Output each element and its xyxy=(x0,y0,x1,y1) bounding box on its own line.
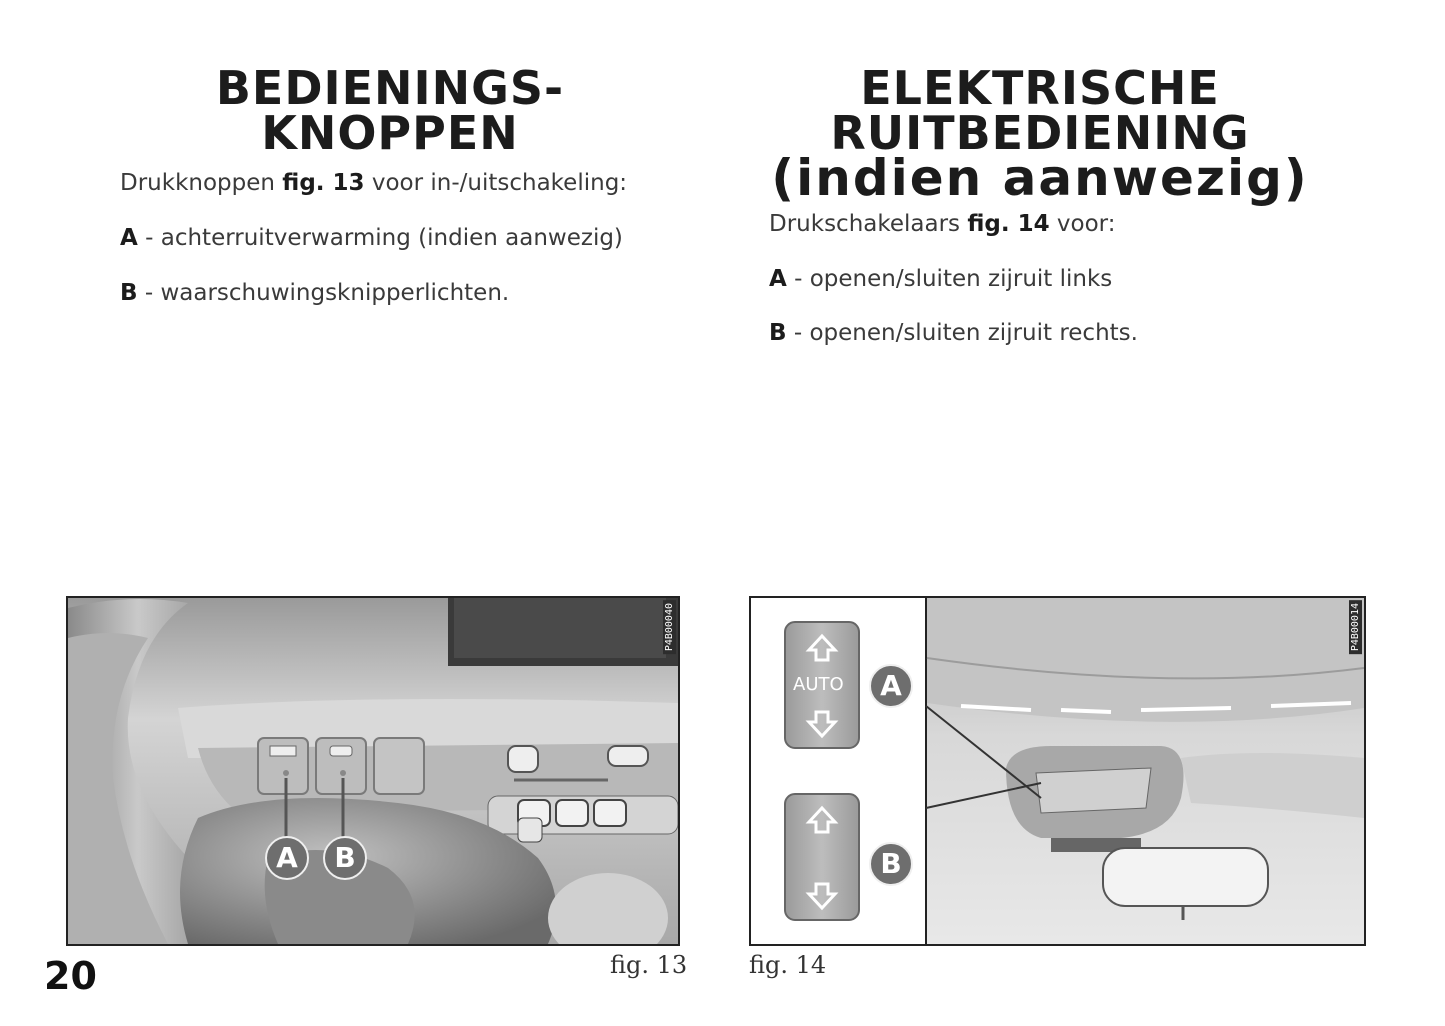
callout-b: B xyxy=(869,842,913,886)
heading-line: ELEKTRISCHE xyxy=(860,61,1220,115)
figure-13-dashboard-buttons xyxy=(66,596,680,946)
heading-bedieningsknoppen xyxy=(120,61,660,160)
item-key: B xyxy=(769,320,787,346)
intro-text: Drukknoppen xyxy=(120,170,283,196)
intro-paragraph-left xyxy=(120,170,627,196)
figure-reference: fig. 14 xyxy=(967,211,1050,237)
figure-14-window-switches xyxy=(749,596,1366,946)
callout-b: B xyxy=(323,836,367,880)
figure-caption-13: fig. 13 xyxy=(610,951,688,979)
list-item xyxy=(769,266,1112,292)
intro-text: Drukschakelaars xyxy=(769,211,968,237)
item-text: - achterruitverwarming (indien aanwezig) xyxy=(137,225,623,251)
figure-code: P4B00014 xyxy=(1349,600,1362,654)
item-text: - openen/sluiten zijruit rechts. xyxy=(786,320,1138,346)
list-item xyxy=(120,280,509,306)
figure-reference: fig. 13 xyxy=(282,170,365,196)
page-number: 20 xyxy=(44,954,97,998)
dashboard-illustration xyxy=(68,598,678,944)
heading-elektrische-ruitbediening xyxy=(760,61,1320,207)
heading-line: (indien aanwezig) xyxy=(771,149,1309,207)
heading-line: RUITBEDIENING xyxy=(830,106,1250,160)
item-text: - openen/sluiten zijruit links xyxy=(786,266,1113,292)
callout-a: A xyxy=(869,664,913,708)
figure-caption-14: fig. 14 xyxy=(749,951,827,979)
intro-text: voor in-/uitschakeling: xyxy=(364,170,628,196)
list-item xyxy=(769,320,1138,346)
item-key: A xyxy=(769,266,787,292)
heading-line: KNOPPEN xyxy=(261,106,519,160)
heading-line: BEDIENINGS- xyxy=(215,61,565,115)
item-text: - waarschuwingsknipperlichten. xyxy=(137,280,510,306)
list-item xyxy=(120,225,623,251)
intro-paragraph-right xyxy=(769,211,1115,237)
auto-label: AUTO xyxy=(793,674,844,695)
callout-a: A xyxy=(265,836,309,880)
window-switch-illustration xyxy=(751,598,1364,944)
item-key: B xyxy=(120,280,138,306)
figure-code: P4B00040 xyxy=(663,600,676,654)
item-key: A xyxy=(120,225,138,251)
intro-text: voor: xyxy=(1049,211,1116,237)
